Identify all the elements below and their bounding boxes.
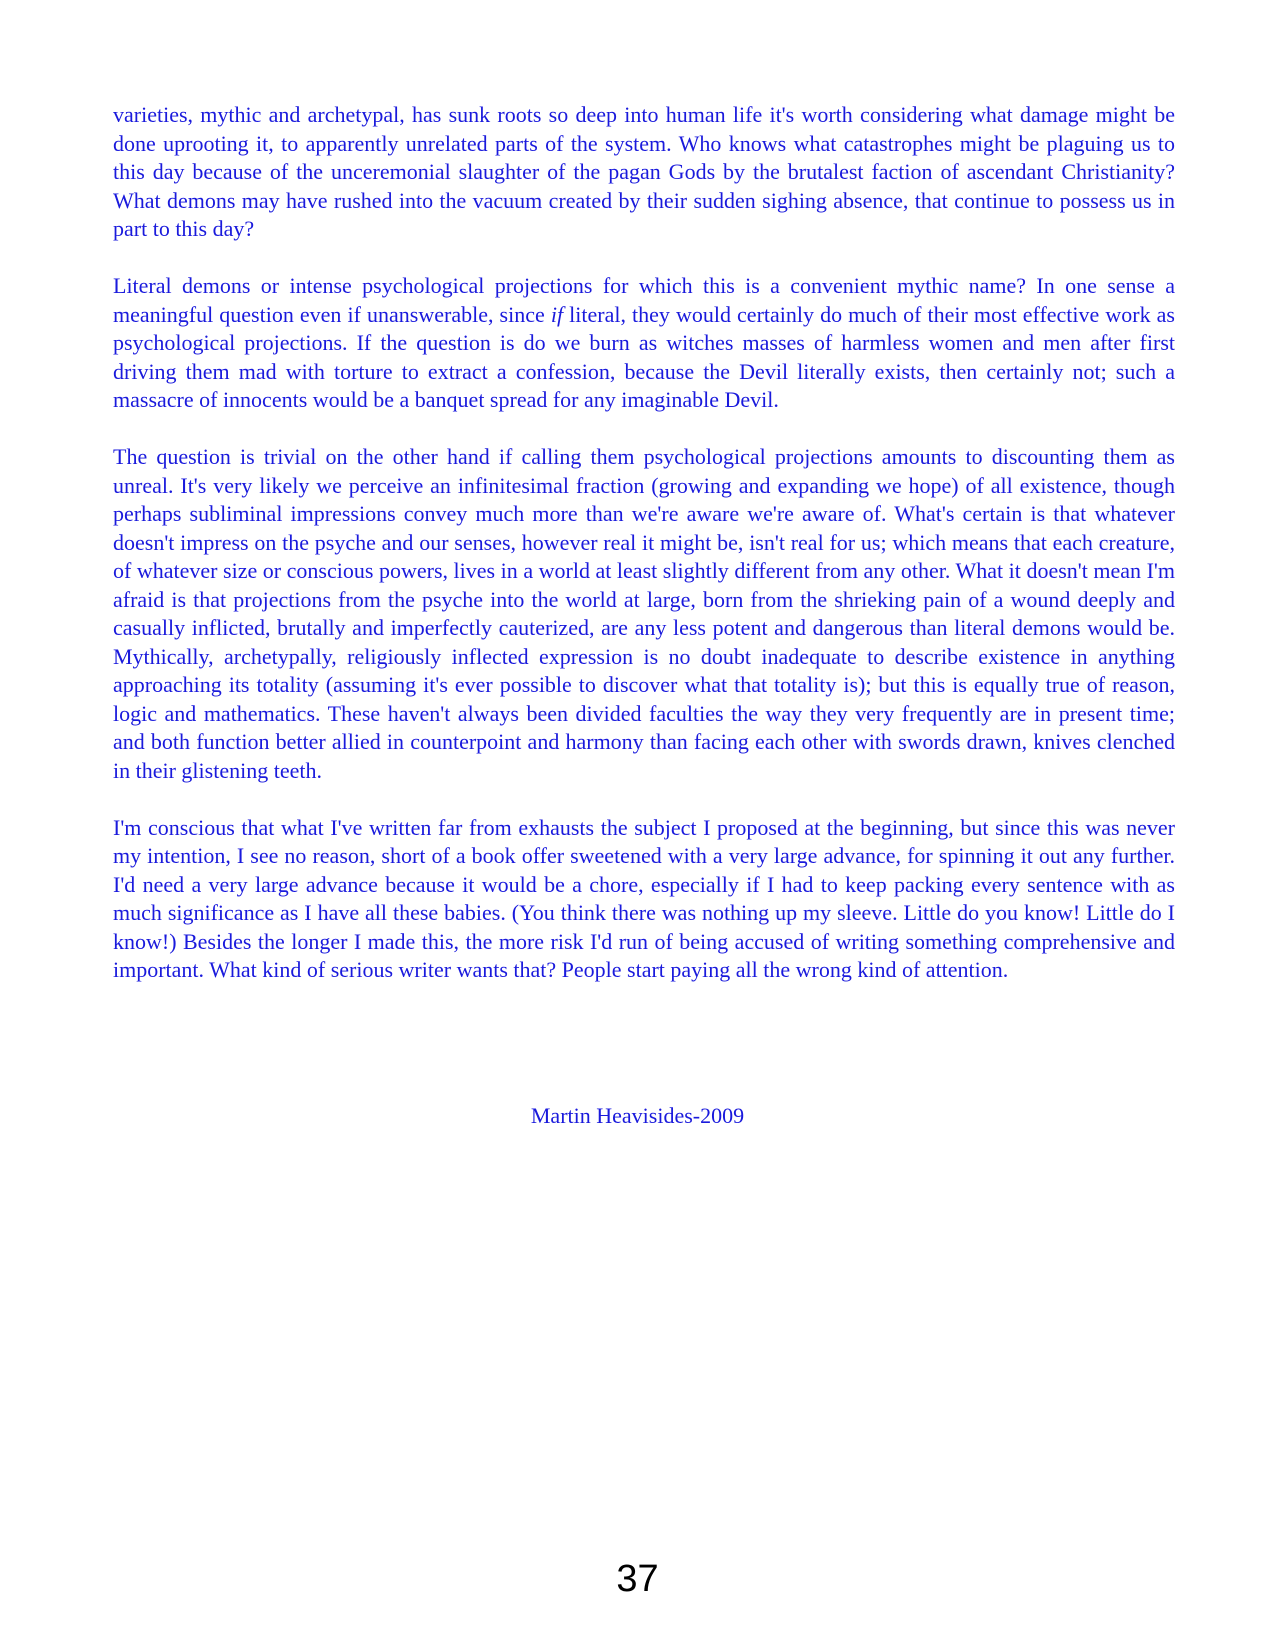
body-text	[113, 101, 1175, 1013]
page-number: 37	[616, 1558, 659, 1600]
paragraph-2-text-before: Literal demons or intense psychological projections for which this is a convenient mythic name? In one sense a meaningful question even if unanswerable, since	[113, 273, 1175, 327]
paragraph-2-emphasis: if	[550, 301, 564, 327]
paragraph-3-text: The question is trivial on the other hand if calling them psychological projections amounts to discounting them as unreal. It's very likely we perceive an infinitesimal fraction (growing and expanding we hope) of all existence, though perhaps subliminal impressions convey much more than we're aware we're aware of. What's certain is that whatever doesn't impress on the psyche and our senses, however real it might be, isn't real for us; which means that each creature, of whatever size or conscious powers, lives in a world at least slightly different from any other. What it doesn't mean I'm afraid is that projections from the psyche into the world at large, born from the shrieking pain of a wound deeply and casually inflicted, brutally and imperfectly cauterized, are any less potent and dangerous than literal demons would be. Mythically, archetypally, religiously inflected expression is no doubt inadequate to describe existence in anything approaching its totality (assuming it's ever possible to discover what that totality is); but this is equally true of reason, logic and mathematics. These haven't always been divided faculties the way they very frequently are in present time; and both function better allied in counterpoint and harmony than facing each other with swords drawn, knives clenched in their glistening teeth.	[113, 444, 1175, 783]
paragraph-1	[113, 101, 1175, 244]
author-signature: Martin Heavisides-2009	[530, 1103, 745, 1128]
paragraph-4	[113, 814, 1175, 985]
paragraph-1-text: varieties, mythic and archetypal, has sunk roots so deep into human life it's worth considering what damage might be done uprooting it, to apparently unrelated parts of the system. Who knows what catastrophes might be plaguing us to this day because of the unceremonial slaughter of the pagan Gods by the brutalest faction of ascendant Christianity? What demons may have rushed into the vacuum created by their sudden sighing absence, that continue to possess us in part to this day?	[113, 102, 1175, 241]
paragraph-2-text-after: literal, they would certainly do much of their most effective work as psychological projections. If the question is do we burn as witches masses of harmless women and men after first driving them mad with torture to extract a confession, because the Devil literally exists, then certainly not; such a massacre of innocents would be a banquet spread for any imaginable Devil.	[113, 301, 1175, 412]
paragraph-4-text: I'm conscious that what I've written far from exhausts the subject I proposed at the beginning, but since this was never my intention, I see no reason, short of a book offer sweetened with a very large advance, for spinning it out any further. I'd need a very large advance because it would be a chore, especially if I had to keep packing every sentence with as much significance as I have all these babies. (You think there was nothing up my sleeve. Little do you know! Little do I know!) Besides the longer I made this, the more risk I'd run of being accused of writing something comprehensive and important. What kind of serious writer wants that? People start paying all the wrong kind of attention.	[113, 814, 1175, 982]
paragraph-2	[113, 272, 1175, 415]
paragraph-3	[113, 443, 1175, 785]
